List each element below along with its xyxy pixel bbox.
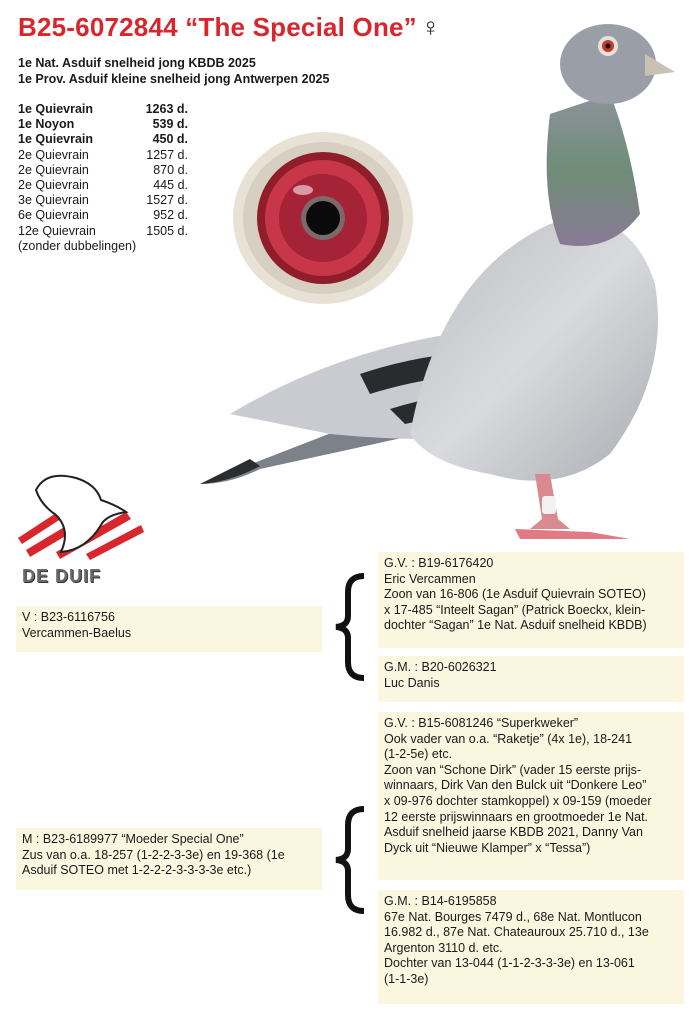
subtitle-line-2: 1e Prov. Asduif kleine snelheid jong Antwerpen 2025 — [18, 72, 330, 86]
result-row: 2e Quievrain 1257 d. — [18, 147, 188, 162]
eye-photo — [228, 128, 418, 308]
results-list — [18, 102, 188, 254]
gm-maternal-ring: G.M. : B14-6195858 — [384, 894, 497, 908]
subtitle-line-1: 1e Nat. Asduif snelheid jong KBDB 2025 — [18, 56, 256, 70]
result-row: 6e Quievrain 952 d. — [18, 208, 188, 223]
pedigree-gm-maternal: G.M. : B14-6195858 67e Nat. Bourges 7479 d., 68e Nat. Montlucon 16.982 d., 87e Nat. Chateauroux 25.710 d., 13e Argenton 3110 d. etc. Dochter van 13-044 (1-1-2-3-3-3e) en 13-061 (1-1-3e) — [378, 890, 684, 1004]
mother-ring: M : B23-6189977 “Moeder Special One” — [22, 832, 244, 846]
gf-paternal-ring: G.V. : B19-6176420 — [384, 556, 494, 570]
pedigree-father — [16, 606, 322, 652]
father-ring: V : B23-6116756 — [22, 610, 115, 624]
logo-text: DE DUIF — [22, 566, 101, 586]
result-row: 1e Quievrain 450 d. — [18, 132, 188, 147]
brace-icon — [330, 572, 370, 682]
result-row: 12e Quievrain 1505 d. — [18, 223, 188, 238]
pedigree-gf-paternal: G.V. : B19-6176420 Eric Vercammen Zoon van 16-806 (1e Asduif Quievrain SOTEO) x 17-485 “Inteelt Sagan” (Patrick Boeckx, klein- dochter “Sagan” 1e Nat. Asduif snelheid KBDB) — [378, 552, 684, 648]
result-row: 2e Quievrain 445 d. — [18, 178, 188, 193]
result-row: 1e Quievrain 1263 d. — [18, 102, 188, 116]
female-symbol-icon: ♀ — [420, 12, 441, 42]
results-note: (zonder dubbelingen) — [18, 238, 137, 253]
result-row: 1e Noyon 539 d. — [18, 117, 188, 132]
father-breeder: Vercammen-Baelus — [22, 625, 132, 640]
pigeon-name: B25-6072844 “The Special One” — [18, 12, 417, 42]
gm-paternal-ring: G.M. : B20-6026321 — [384, 660, 497, 674]
brace-icon — [330, 805, 370, 915]
pedigree-gm-paternal: G.M. : B20-6026321 Luc Danis — [378, 656, 684, 702]
gf-maternal-ring: G.V. : B15-6081246 “Superkweker” — [384, 716, 579, 730]
result-row: 3e Quievrain 1527 d. — [18, 193, 188, 208]
result-row: 2e Quievrain 870 d. — [18, 162, 188, 177]
pedigree-gf-maternal: G.V. : B15-6081246 “Superkweker” Ook vader van o.a. “Raketje” (4x 1e), 18-241 (1-2-5e) etc. Zoon van “Schone Dirk” (vader 15 eerste prijs- winnaars, Dirk Van den Bulck uit “Donkere Leo” x 09-976 dochter stamkoppel) x 09-159 (moeder 12 eerste prijswinnaars en grootmoeder 1e Nat. Asduif snelheid jaarse KBDB 2021, Danny Van Dyck uit “Nieuwe Klamper” x “Tessa”) — [378, 712, 684, 880]
pedigree-mother: M : B23-6189977 “Moeder Special One” Zus van o.a. 18-257 (1-2-2-3-3e) en 19-368 (1e Asduif SOTEO met 1-2-2-2-3-3-3-3e etc.) — [16, 828, 322, 890]
